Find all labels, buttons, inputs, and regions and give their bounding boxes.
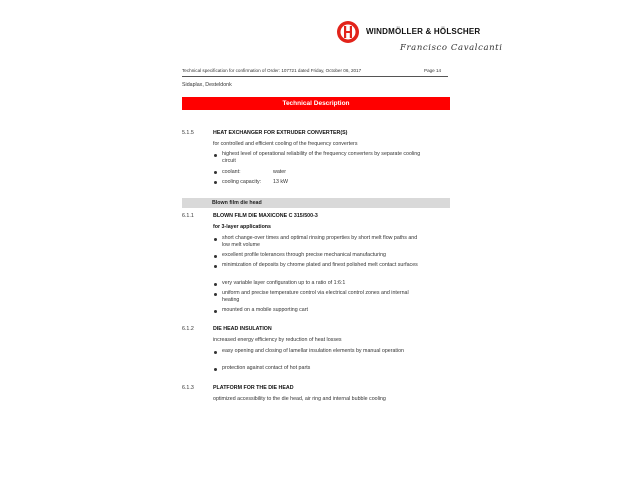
header-divider — [182, 76, 448, 77]
section-heading: PLATFORM FOR THE DIE HEAD — [213, 385, 294, 391]
bullet-icon — [214, 310, 217, 313]
bullet-text: very variable layer configuration up to a ratio of 1:6:1 — [222, 280, 346, 286]
brand-name: WINDMÖLLER & HÖLSCHER — [366, 27, 481, 36]
banner-title: Technical Description — [282, 100, 350, 107]
signature: Francisco Cavalcanti — [400, 43, 503, 53]
bullet-text: short change-over times and optimal rinsing properties by short melt flow paths and low melt volume — [222, 235, 418, 248]
section-number: 6.1.1 — [182, 213, 194, 219]
spec-line: Technical specification for confirmation of Order: 107721 dated Friday, October 06, 2017 — [182, 68, 362, 73]
subsection-bar-label: Blown film die head — [212, 200, 262, 206]
section-subtitle: optimized accessibility to the die head, air ring and internal bubble cooling — [213, 396, 386, 402]
bullet-text: mounted on a mobile supporting cart — [222, 307, 308, 313]
bullet-icon — [214, 171, 217, 174]
section-heading: HEAT EXCHANGER FOR EXTRUDER CONVERTER(S) — [213, 130, 348, 136]
company-logo — [336, 20, 503, 53]
coolant-value: water — [273, 169, 286, 175]
bullet-icon — [214, 154, 217, 157]
page-number: Page 14 — [424, 68, 442, 73]
bullet-icon — [214, 255, 217, 258]
bullet-icon — [214, 238, 217, 241]
subsection-bar — [182, 198, 450, 208]
capacity-label: cooling capacity: — [222, 179, 262, 185]
section-heading: DIE HEAD INSULATION — [213, 326, 272, 332]
section-heading: BLOWN FILM DIE MAXICONE C 315/500-3 — [213, 213, 318, 219]
bullet-text: minimization of deposits by chrome plated and finest polished melt contact surfaces — [222, 262, 418, 268]
bullet-icon — [214, 283, 217, 286]
section-subtitle: for 3-layer applications — [213, 224, 271, 230]
section-number: 6.1.3 — [182, 385, 194, 391]
wh-logo-icon — [336, 20, 360, 44]
bullet-text: highest level of operational reliability of the frequency converters by separate cooling circuit — [222, 151, 421, 164]
capacity-value: 13 kW — [273, 179, 289, 185]
bullet-icon — [214, 368, 217, 371]
section-number: 5.1.5 — [182, 130, 194, 136]
bullet-icon — [214, 293, 217, 296]
bullet-text: uniform and precise temperature control via electrical control zones and internal heating — [222, 290, 409, 303]
bullet-icon — [214, 181, 217, 184]
bullet-text: excellent profile tolerances through precise mechanical manufacturing — [222, 252, 386, 258]
bullet-text: protection against contact of hot parts — [222, 365, 311, 371]
section-banner — [182, 97, 450, 110]
coolant-label: coolant: — [222, 169, 241, 175]
customer-name: Sidaplax, Desteldonk — [182, 82, 232, 88]
section-subtitle: increased energy efficiency by reduction of heat losses — [213, 337, 342, 343]
bullet-text: easy opening and closing of lamellar insulation elements by manual operation — [222, 348, 404, 354]
bullet-icon — [214, 351, 217, 354]
bullet-icon — [214, 265, 217, 268]
section-subtitle: for controlled and efficient cooling of the frequency converters — [213, 141, 358, 147]
section-number: 6.1.2 — [182, 326, 194, 332]
